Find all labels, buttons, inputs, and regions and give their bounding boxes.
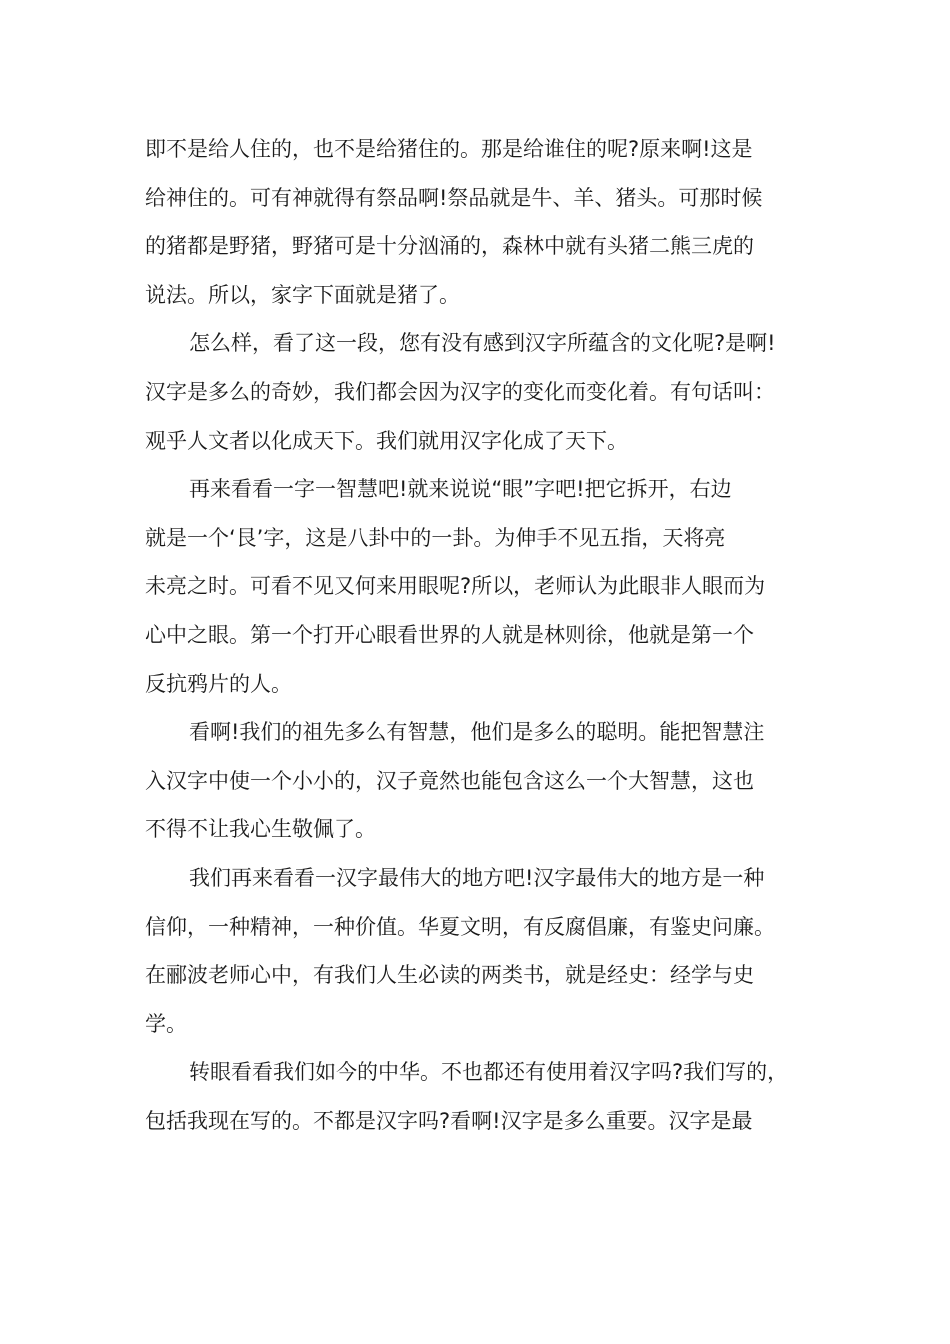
text-line: 观乎人文者以化成天下。我们就用汉字化成了天下。 — [145, 428, 628, 453]
text-line: 包括我现在写的。不都是汉字吗?看啊!汉字是多么重要。汉字是最 — [145, 1108, 753, 1133]
text-line: 汉字是多么的奇妙，我们都会因为汉字的变化而变化着。有句话叫： — [145, 379, 775, 404]
text-line: 心中之眼。第一个打开心眼看世界的人就是林则徐，他就是第一个 — [145, 622, 754, 647]
paragraph-first-line: 再来看看一字一智慧吧!就来说说“眼”字吧!把它拆开，右边 — [189, 477, 732, 502]
text-line: 反抗鸦片的人。 — [145, 671, 292, 696]
paragraph-first-line: 看啊!我们的祖先多么有智慧，他们是多么的聪明。能把智慧注 — [189, 720, 765, 745]
document-body — [145, 125, 810, 1145]
text-line: 未亮之时。可看不见又何来用眼呢?所以，老师认为此眼非人眼而为 — [145, 574, 766, 599]
paragraph-first-line: 怎么样，看了这一段，您有没有感到汉字所蕴含的文化呢?是啊! — [189, 331, 776, 356]
text-line: 不得不让我心生敬佩了。 — [145, 817, 376, 842]
paragraph-first-line: 转眼看看我们如今的中华。不也都还有使用着汉字吗?我们写的， — [189, 1060, 789, 1085]
text-line: 学。 — [145, 1011, 187, 1036]
text-line: 在郦波老师心中，有我们人生必读的两类书，就是经史：经学与史 — [145, 963, 754, 988]
text-line: 给神住的。可有神就得有祭品啊!祭品就是牛、羊、猪头。可那时候 — [145, 185, 763, 210]
text-line: 的猪都是野猪，野猪可是十分汹涌的，森林中就有头猪二熊三虎的 — [145, 234, 754, 259]
text-line: 说法。所以，家字下面就是猪了。 — [145, 282, 460, 307]
paragraph-first-line: 我们再来看看一汉字最伟大的地方吧!汉字最伟大的地方是一种 — [189, 865, 765, 890]
text-line: 信仰，一种精神，一种价值。华夏文明，有反腐倡廉，有鉴史问廉。 — [145, 914, 775, 939]
text-line: 就是一个‘艮’字，这是八卦中的一卦。为伸手不见五指，天将亮 — [145, 525, 726, 550]
text-line: 即不是给人住的，也不是给猪住的。那是给谁住的呢?原来啊!这是 — [145, 137, 753, 161]
text-line: 入汉字中使一个小小的，汉子竟然也能包含这么一个大智慧，这也 — [145, 768, 754, 793]
